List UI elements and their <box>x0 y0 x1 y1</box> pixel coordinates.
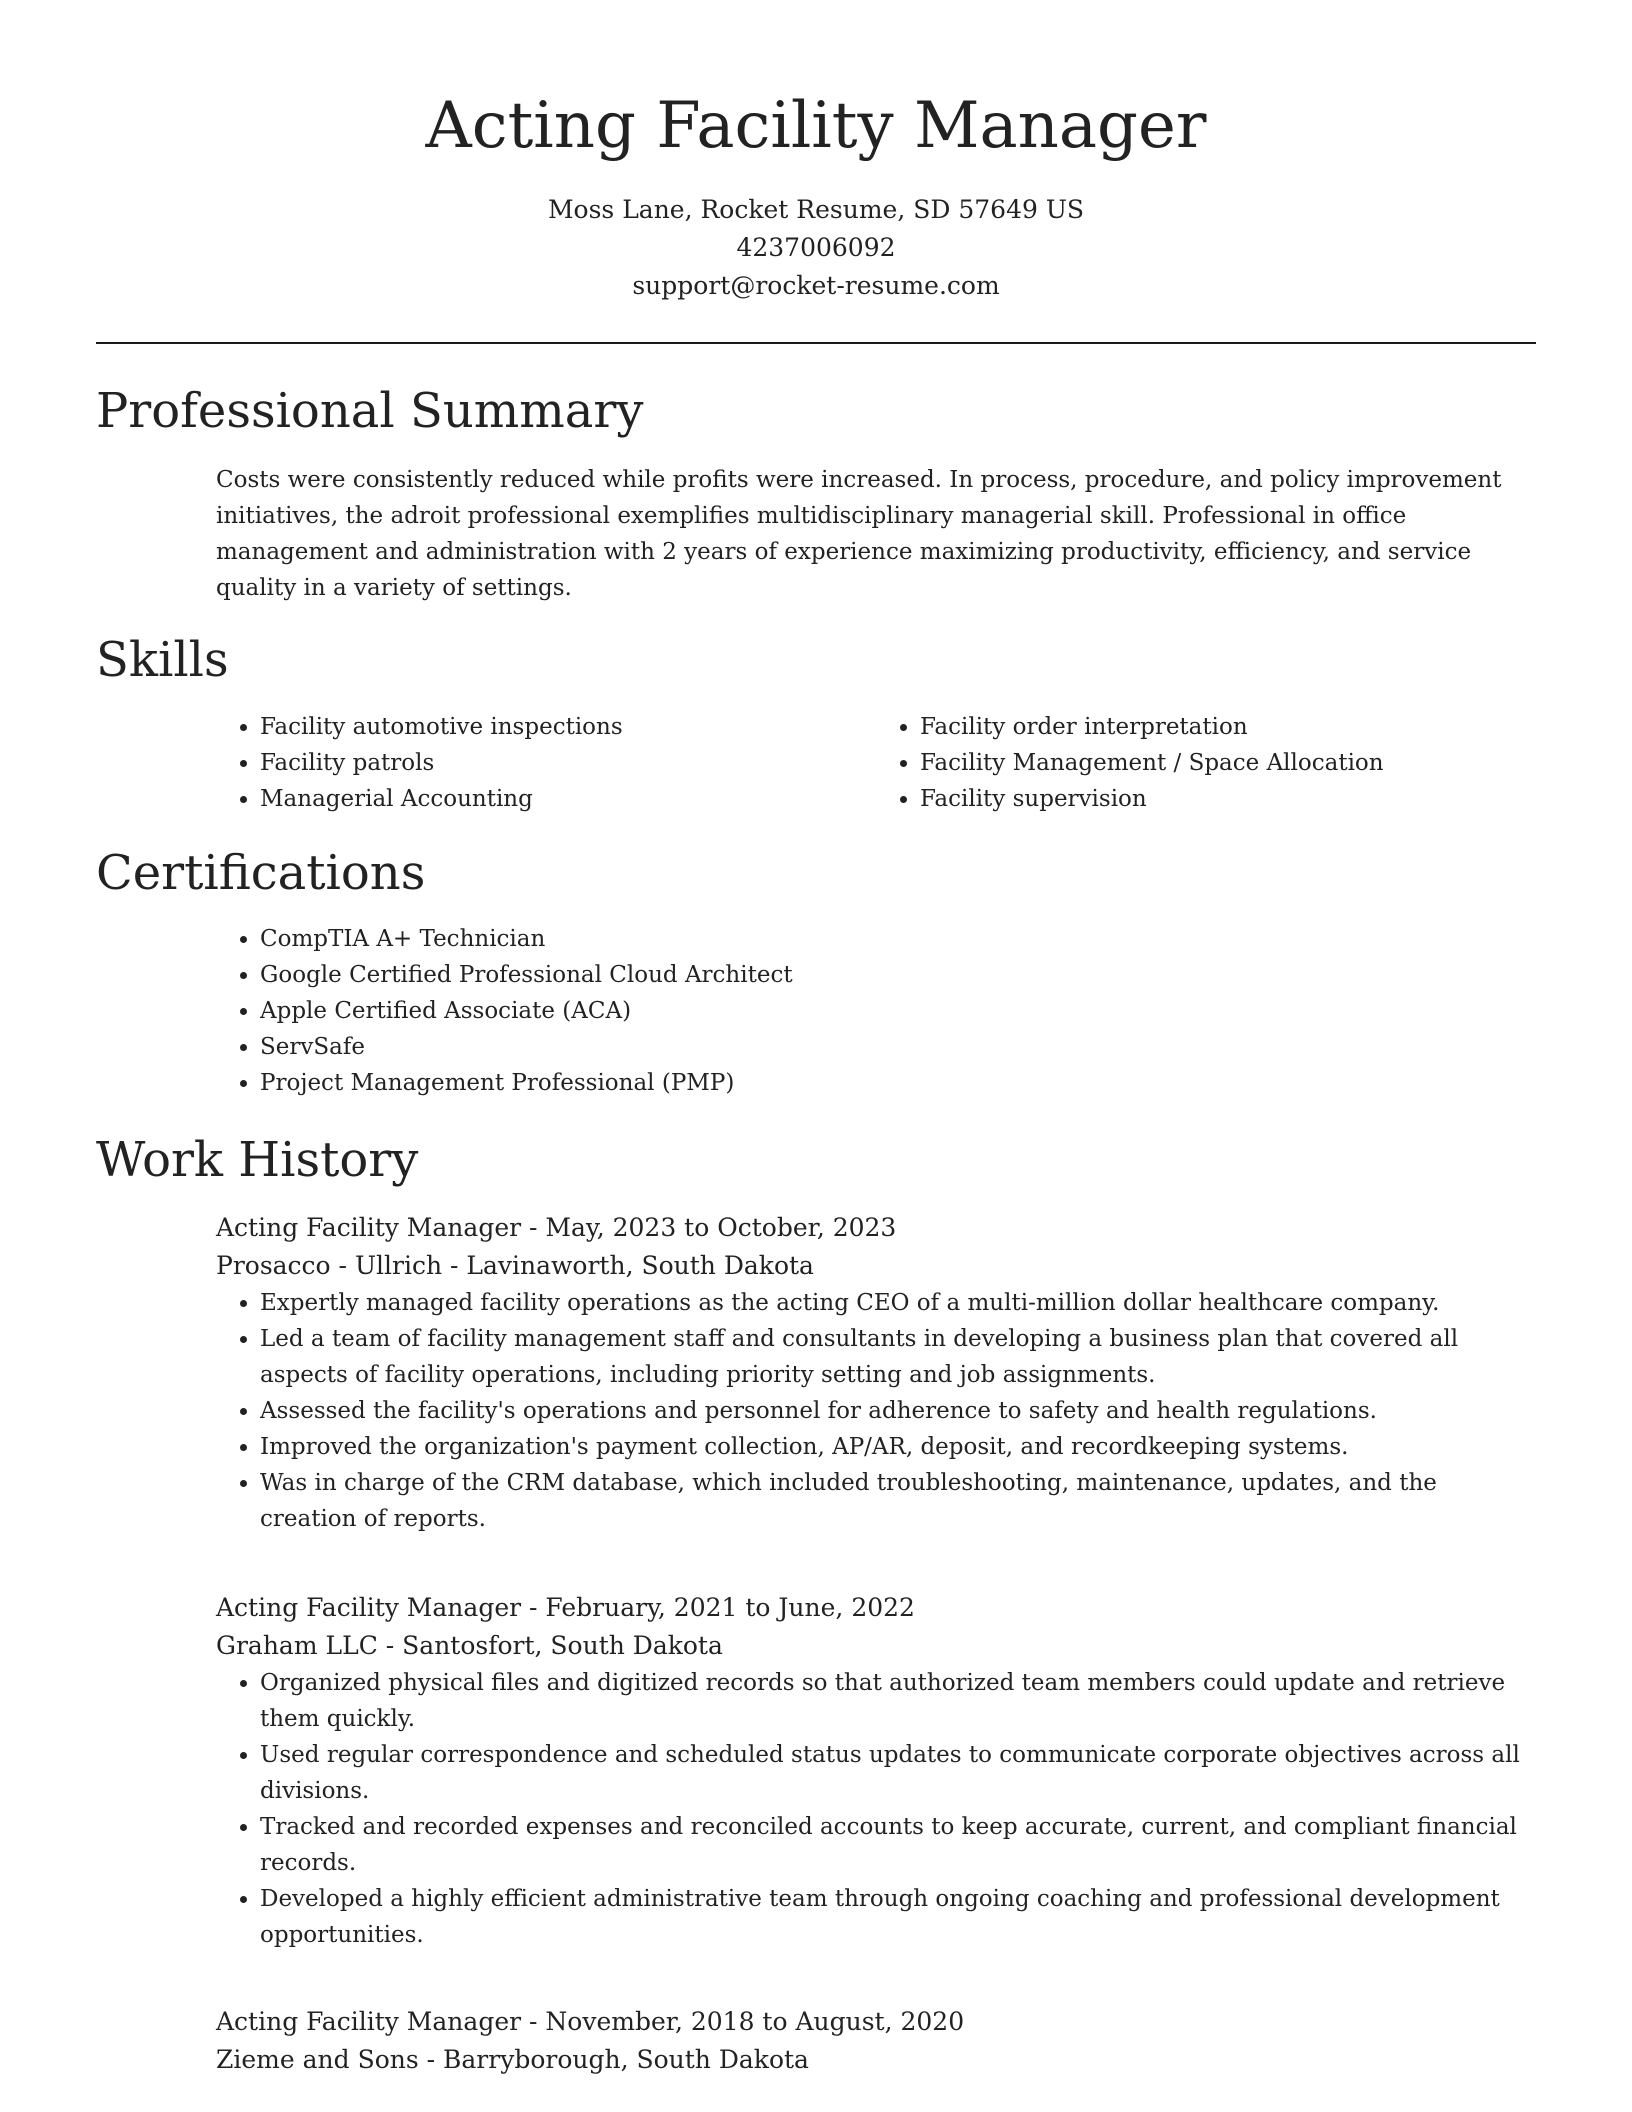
job-duty-item: • Improved the organization's payment collection, AP/AR, deposit, and recordkeeping systems. <box>260 1429 1536 1465</box>
job-entry <box>216 2003 1536 2079</box>
certification-item: • Apple Certified Associate (ACA) <box>260 993 1536 1029</box>
job-title-line: Acting Facility Manager - November, 2018 to August, 2020 <box>216 2007 965 2036</box>
job-company-line: Graham LLC - Santosfort, South Dakota <box>216 1631 723 1660</box>
job-entry <box>216 1209 1536 1537</box>
job-duty-item: • Led a team of facility management staff and consultants in developing a business plan that covered all aspects of facility operations, including priority setting and job assignments. <box>260 1321 1536 1393</box>
job-company-line: Zieme and Sons - Barryborough, South Dakota <box>216 2045 809 2074</box>
job-duties <box>216 1665 1536 1953</box>
header-divider <box>96 342 1536 344</box>
certification-item: • Google Certified Professional Cloud Architect <box>260 957 1536 993</box>
resume-title: Acting Facility Manager <box>425 89 1207 163</box>
certifications-heading: Certifications <box>96 845 426 901</box>
skill-item: • Facility automotive inspections <box>260 709 876 745</box>
summary-heading: Professional Summary <box>96 383 644 439</box>
job-duty-item: • Used regular correspondence and scheduled status updates to communicate corporate objectives across all divisions. <box>260 1737 1536 1809</box>
skills-column-right <box>876 709 1536 817</box>
job-title-line: Acting Facility Manager - February, 2021 to June, 2022 <box>216 1593 915 1622</box>
job-duties <box>216 1285 1536 1537</box>
skill-item: • Facility Management / Space Allocation <box>920 745 1536 781</box>
skill-item: • Facility supervision <box>920 781 1536 817</box>
skill-item: • Managerial Accounting <box>260 781 876 817</box>
job-duty-item: • Organized physical files and digitized records so that authorized team members could update and retrieve them quickly. <box>260 1665 1536 1737</box>
contact-address: Moss Lane, Rocket Resume, SD 57649 US <box>547 195 1085 224</box>
job-title-line: Acting Facility Manager - May, 2023 to October, 2023 <box>216 1213 897 1242</box>
certification-item: • CompTIA A+ Technician <box>260 921 1536 957</box>
skill-item: • Facility order interpretation <box>920 709 1536 745</box>
skills-list <box>216 709 1536 817</box>
job-duty-item: • Expertly managed facility operations as the acting CEO of a multi-million dollar healthcare company. <box>260 1285 1536 1321</box>
work-history-heading: Work History <box>96 1132 419 1188</box>
summary-text: Costs were consistently reduced while profits were increased. In process, procedure, and policy improvement initiatives, the adroit professional exemplifies multidisciplinary managerial skill. Professional in office management and administration with 2 years of experience maximizing productivity, efficiency, and service quality in a variety of settings. <box>216 467 1502 601</box>
job-duty-item: • Was in charge of the CRM database, which included troubleshooting, maintenance, updates, and the creation of reports. <box>260 1465 1536 1537</box>
job-entry <box>216 1589 1536 1953</box>
job-duty-item: • Developed a highly efficient administrative team through ongoing coaching and professional development opportunities. <box>260 1881 1536 1953</box>
certifications-list <box>216 921 1536 1101</box>
skills-heading: Skills <box>96 632 229 688</box>
certification-item: • ServSafe <box>260 1029 1536 1065</box>
skill-item: • Facility patrols <box>260 745 876 781</box>
job-duty-item: • Tracked and recorded expenses and reconciled accounts to keep accurate, current, and compliant financial records. <box>260 1809 1536 1881</box>
job-company-line: Prosacco - Ullrich - Lavinaworth, South Dakota <box>216 1251 814 1280</box>
skills-column-left <box>216 709 876 817</box>
certification-item: • Project Management Professional (PMP) <box>260 1065 1536 1101</box>
contact-email[interactable]: support@rocket-resume.com <box>632 271 1000 300</box>
job-duty-item: • Assessed the facility's operations and personnel for adherence to safety and health regulations. <box>260 1393 1536 1429</box>
contact-block <box>0 191 1632 305</box>
contact-phone: 4237006092 <box>736 233 896 262</box>
